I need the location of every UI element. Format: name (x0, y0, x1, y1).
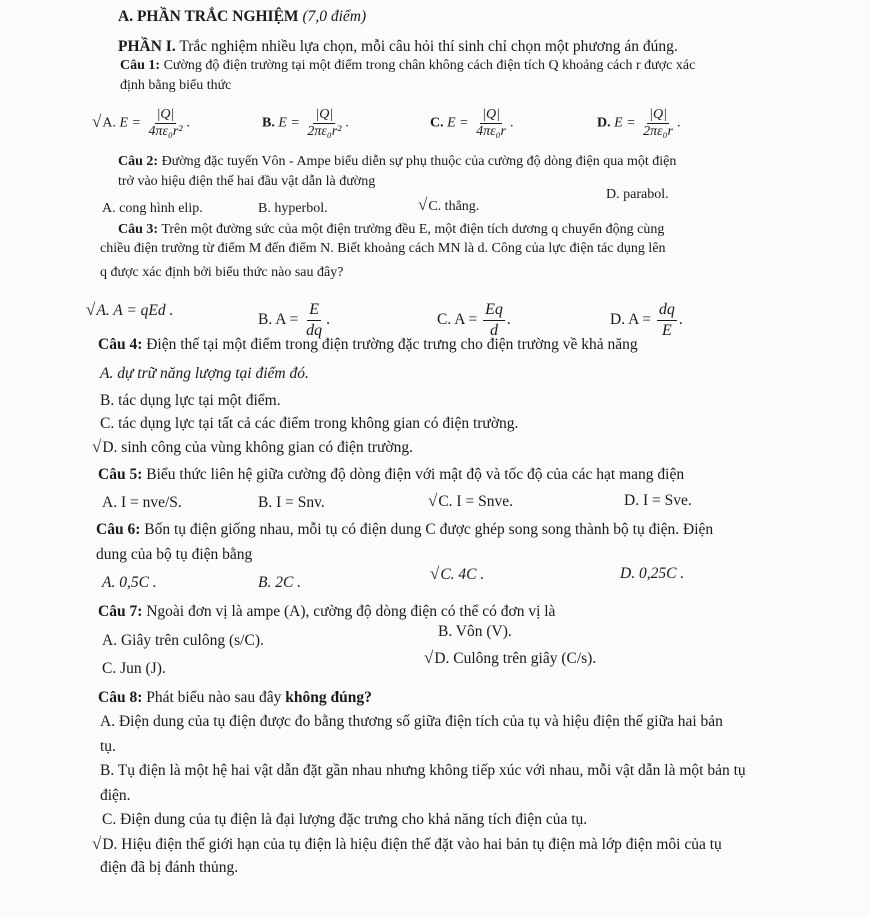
q1-c-num: |Q| (482, 107, 500, 122)
q3-b-den: dq (306, 322, 323, 339)
q8-d-text: D. Hiệu điện thế giới hạn của tụ điện là hiệu điện thế đặt vào hai bản tụ điện mà lớp điện môi của tụ (102, 836, 722, 853)
section-heading (118, 7, 366, 27)
q1-a-den: 4πε₀r² (148, 124, 183, 139)
q2-option-a[interactable]: A. cong hình elip. (102, 201, 203, 216)
q1-b-prefix: E = (278, 115, 300, 131)
q1-d-prefix: E = (614, 115, 636, 131)
q6-option-c[interactable] (430, 564, 484, 585)
q8-label: Câu 8: (98, 689, 143, 706)
q3-stem-line1 (118, 220, 664, 240)
q5-option-c[interactable] (428, 491, 513, 512)
q3-option-d[interactable]: D. A = $\frac{dq}{E}$ . (610, 301, 683, 339)
q3-d-num: dq (657, 300, 677, 321)
section-title: A. PHẦN TRẮC NGHIỆM (118, 8, 299, 25)
q8-option-c[interactable]: C. Điện dung của tụ điện là đại lượng đặc trưng cho khả năng tích điện của tụ. (102, 811, 588, 828)
q8-stem (98, 688, 372, 708)
q1-text-1: Cường độ điện trường tại một điểm trong chân không cách điện tích Q khoảng cách r được xác (163, 58, 696, 73)
check-mark-icon: √ (424, 648, 434, 667)
q8-text: Phát biểu nào sau đây (146, 689, 286, 706)
q8-option-b-line1[interactable]: B. Tụ điện là một hệ hai vật dẫn đặt gần nhau nhưng không tiếp xúc với nhau, mỗi vật dẫn là một bản tụ (100, 762, 746, 779)
q4-option-a[interactable]: A. dự trữ năng lượng tại điểm đó. (100, 365, 309, 382)
check-mark-icon: √ (428, 491, 438, 510)
q5-option-a[interactable]: A. I = nve/S. (102, 494, 182, 511)
q1-d-num: |Q| (649, 107, 667, 122)
q6-option-d[interactable]: D. 0,25C . (620, 565, 685, 582)
q2-stem-line2: trở vào hiệu điện thế hai đầu vật dẫn là đường (118, 174, 376, 189)
q1-c-label: C. (430, 115, 444, 131)
q6-label: Câu 6: (96, 521, 141, 538)
q3-option-b[interactable]: B. A = $\frac{E}{dq}$ . (258, 301, 330, 339)
q4-option-b[interactable]: B. tác dụng lực tại một điểm. (100, 392, 281, 409)
q6-stem-line2: dung của bộ tụ điện bằng (96, 546, 253, 563)
q5-stem (98, 465, 684, 485)
q3-c-den: d (489, 322, 498, 339)
q8-option-d-line2: điện đã bị đánh thủng. (100, 859, 239, 876)
check-mark-icon: √ (86, 300, 96, 319)
q1-d-den: 2πε₀r (643, 124, 673, 139)
q8-option-d-line1[interactable] (92, 834, 722, 855)
q6-option-b[interactable]: B. 2C . (258, 574, 302, 591)
q3-b-num: E (307, 300, 321, 321)
q2-c-text: C. thẳng. (428, 199, 480, 214)
q8-option-a-line2: tụ. (100, 738, 116, 755)
part-label: PHẦN I. (118, 38, 176, 55)
q7-option-b[interactable]: B. Vôn (V). (438, 623, 512, 640)
q7-stem (98, 602, 555, 622)
q6-option-a[interactable]: A. 0,5C . (102, 574, 157, 591)
q3-text-1: Trên một đường sức của một điện trường đều E, một điện tích dương q chuyển động cùng (161, 222, 665, 237)
q1-a-label: A. (102, 115, 116, 131)
q1-stem-line1 (120, 56, 695, 76)
q8-text-bold: không đúng? (285, 689, 372, 706)
q6-c-text: C. 4C . (440, 566, 485, 583)
check-mark-icon: √ (92, 834, 102, 853)
q4-option-d[interactable] (92, 437, 413, 458)
q7-option-d[interactable] (424, 648, 596, 669)
q4-text: Điện thế tại một điểm trong điện trường đặc trưng cho điện trường về khả năng (146, 336, 638, 353)
q5-option-d[interactable]: D. I = Sve. (624, 492, 692, 509)
q3-c-prefix: C. A = (437, 311, 478, 329)
q2-option-b[interactable]: B. hyperbol. (258, 201, 328, 216)
q3-option-c[interactable]: C. A = $\frac{Eq}{d}$ . (437, 301, 511, 339)
q3-b-prefix: B. A = (258, 311, 299, 329)
q1-c-fraction (474, 107, 508, 140)
q1-c-den: 4πε₀r (476, 124, 506, 139)
q8-option-a-line1[interactable]: A. Điện dung của tụ điện được đo bằng thương số giữa điện tích của tụ và hiệu điện thế giữa hai bản (100, 713, 723, 730)
q6-stem-line1 (96, 520, 713, 540)
q2-stem-line1 (118, 152, 676, 172)
q2-option-d[interactable]: D. parabol. (606, 187, 669, 202)
q8-option-b-line2: điện. (100, 787, 131, 804)
q3-d-den: E (662, 322, 672, 339)
q1-option-c[interactable]: C. E = $\frac{|Q|}{\text{4πε₀r}}$ . (430, 107, 514, 139)
q4-label: Câu 4: (98, 336, 143, 353)
q1-a-prefix: E = (119, 115, 141, 131)
q1-option-d[interactable]: D. E = $\frac{|Q|}{\text{2πε₀r}}$ . (597, 107, 681, 139)
q1-a-num: |Q| (156, 107, 175, 122)
q1-b-label: B. (262, 115, 275, 131)
q1-c-prefix: E = (447, 115, 469, 131)
part-text: Trắc nghiệm nhiều lựa chọn, mỗi câu hỏi thí sinh chỉ chọn một phương án đúng. (179, 38, 678, 55)
q5-label: Câu 5: (98, 466, 143, 483)
q6-text-1: Bốn tụ điện giống nhau, mỗi tụ có điện dung C được ghép song song thành bộ tụ điện. Điện (144, 521, 714, 538)
part-instruction (118, 37, 678, 57)
check-mark-icon: √ (418, 195, 428, 214)
q1-a-fraction (146, 107, 184, 140)
q7-d-text: D. Culông trên giây (C/s). (434, 650, 597, 667)
q7-label: Câu 7: (98, 603, 143, 620)
q3-label: Câu 3: (118, 222, 159, 237)
q1-b-num: |Q| (315, 107, 334, 122)
q3-stem-line2: chiều điện trường từ điểm M đến điểm N. Biết khoảng cách MN là d. Công của lực điện tác dụng lên (100, 241, 666, 256)
q3-c-num: Eq (483, 300, 505, 321)
section-points: (7,0 điểm) (302, 8, 367, 25)
q3-option-a[interactable] (86, 300, 173, 321)
q1-b-fraction (305, 107, 343, 140)
q1-d-fraction (641, 107, 675, 140)
check-mark-icon: √ (430, 564, 440, 583)
q7-option-a[interactable]: A. Giây trên culông (s/C). (102, 632, 264, 649)
q1-d-label: D. (597, 115, 611, 131)
q7-option-c[interactable]: C. Jun (J). (102, 660, 166, 677)
q2-text-1: Đường đặc tuyến Vôn - Ampe biểu diễn sự phụ thuộc của cường độ dòng điện qua một điện (161, 154, 677, 169)
q1-option-a[interactable]: √A. E = $\frac{|Q|}{\text{4πε₀r²}}$ . (92, 107, 191, 139)
check-mark-icon: √ (92, 437, 102, 456)
q4-d-text: D. sinh công của vùng không gian có điện trường. (102, 439, 413, 456)
q2-option-c[interactable] (418, 195, 479, 217)
q3-stem-line3: q được xác định bởi biểu thức nào sau đây? (100, 265, 344, 280)
q5-option-b[interactable]: B. I = Snv. (258, 494, 325, 511)
q7-text: Ngoài đơn vị là ampe (A), cường độ dòng điện có thể có đơn vị là (146, 603, 556, 620)
q4-option-c[interactable]: C. tác dụng lực tại tất cả các điểm trong không gian có điện trường. (100, 415, 519, 432)
check-mark-icon: √ (92, 111, 102, 131)
q1-b-den: 2πε₀r² (307, 124, 342, 139)
q1-stem-line2: định bằng biểu thức (120, 78, 232, 93)
q5-c-text: C. I = Snve. (438, 493, 513, 510)
q1-label: Câu 1: (120, 58, 161, 73)
q4-stem (98, 335, 638, 355)
q3-d-fraction (657, 300, 677, 341)
q3-a-text: A. A = qEd . (96, 302, 174, 319)
q1-option-b[interactable]: B. E = $\frac{|Q|}{\text{2πε₀r²}}$ . (262, 107, 349, 139)
q2-label: Câu 2: (118, 154, 159, 169)
q5-text: Biểu thức liên hệ giữa cường độ dòng điện với mật độ và tốc độ của các hạt mang điện (146, 466, 685, 483)
q3-d-prefix: D. A = (610, 311, 652, 329)
